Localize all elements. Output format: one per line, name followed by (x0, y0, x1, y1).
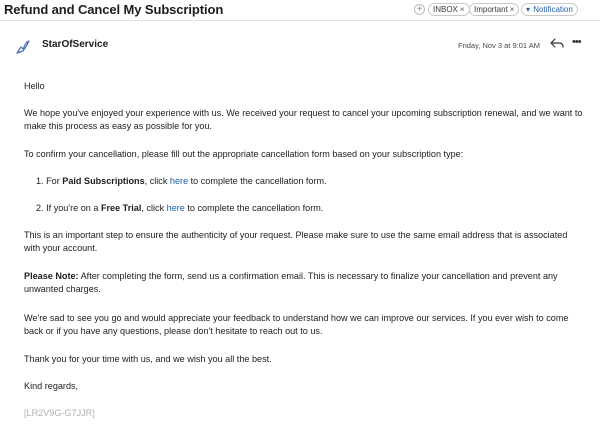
list-item-text: to complete the cancellation form. (188, 176, 327, 186)
paragraph-authenticity: This is an important step to ensure the authenticity of your request. Please make sure to use the same email address that is associated with your account. (24, 230, 568, 254)
paragraph-thanks: Thank you for your time with us, and we wish you all the best. (24, 354, 272, 364)
list-item-bold: Paid Subscriptions (62, 176, 145, 186)
list-item-text: , click (141, 203, 167, 213)
tag-important[interactable] (469, 3, 519, 16)
note-label: Please Note: (24, 271, 79, 281)
reference-code: [LR2V9G-G7JJR] (24, 408, 95, 418)
chevron-down-icon: ▾ (526, 5, 531, 14)
list-item-text: 1. For (36, 176, 63, 186)
list-item (36, 175, 584, 188)
subject-bar (0, 0, 600, 21)
list-item (36, 202, 584, 215)
email-subject: Refund and Cancel My Subscription (4, 2, 224, 17)
message-header (0, 28, 600, 62)
notification-dropdown[interactable] (521, 3, 578, 16)
note-text: After completing the form, send us a confirmation email. This is necessary to finalize your cancellation and prevent any unwanted charges. (24, 271, 558, 295)
list-item-text: to complete the cancellation form. (184, 203, 324, 213)
sender-name[interactable]: StarOfService (42, 39, 109, 50)
greeting: Hello (24, 81, 45, 91)
more-options-icon[interactable]: ••• (572, 36, 581, 48)
signoff: Kind regards, (24, 381, 79, 391)
tag-inbox[interactable] (428, 3, 470, 16)
paragraph-instructions: To confirm your cancellation, please fill out the appropriate cancellation form based on your subscription type: (24, 149, 464, 159)
tag-important-remove-icon[interactable]: × (509, 5, 515, 14)
tag-inbox-remove-icon[interactable]: × (459, 5, 465, 14)
tag-inbox-label: INBOX (433, 5, 458, 14)
paragraph-note (24, 270, 584, 297)
paragraph-feedback: We're sad to see you go and would appreciate your feedback to understand how we can improve our services. If you ever wish to come back or if you have any questions, please don't hesitate to reach out to us. (24, 313, 569, 337)
sender-avatar-icon (14, 38, 32, 56)
list-item-text: 2. If you're on a (36, 203, 101, 213)
list-item-text: , click (144, 176, 170, 186)
tag-important-label: Important (474, 5, 508, 14)
paid-subscription-link[interactable]: here (169, 176, 189, 186)
add-tag-button[interactable]: + (414, 4, 425, 15)
notification-label: Notification (533, 5, 573, 14)
message-date: Friday, Nov 3 at 9:01 AM (458, 41, 540, 50)
free-trial-link[interactable]: here (166, 203, 185, 213)
reply-icon[interactable] (550, 37, 564, 49)
list-item-bold: Free Trial (100, 203, 142, 213)
paragraph-intro: We hope you've enjoyed your experience with us. We received your request to cancel your upcoming subscription renewal, and we want to make this process as easy as possible for you. (24, 108, 583, 132)
